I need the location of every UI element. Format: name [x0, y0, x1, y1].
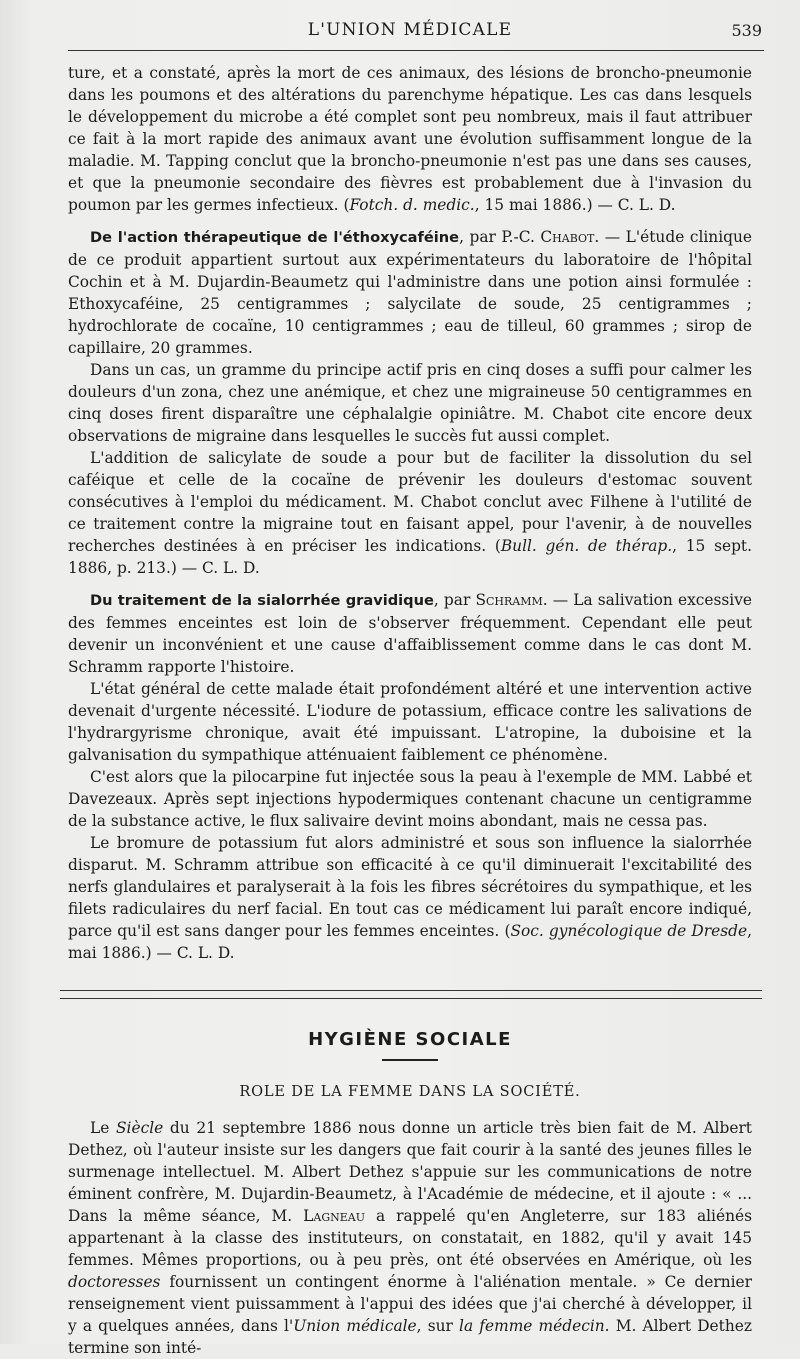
section-divider	[60, 990, 762, 999]
page-number: 539	[731, 21, 762, 40]
paragraph: Le Siècle du 21 septembre 1886 nous donne un article très bien fait de M. Albert Dethez, où l'auteur insiste sur les dangers que fait courir à la santé des jeunes filles le surmenage intellectuel. M. Albert Dethez s'appuie sur les communications de notre éminent confrère, M. Dujardin-Beaumetz, à l'Académie de médecine, et il ajoute : « ... Dans la même séance, M. Lagneau a rappelé qu'en Angleterre, sur 183 aliénés appartenant à la classe des instituteurs, on constatait, en 1882, qu'il y avait 145 femmes. Mêmes proportions, ou à peu près, ont été observées en Amérique, où les doctoresses fournissent un contingent énorme à l'aliénation mentale. » Ce dernier renseignement vient puissamment à l'appui des idées que j'ai cherché à développer, il y a quelques années, dans l'Union médicale, sur la femme médecin. M. Albert Dethez termine son inté-	[68, 1119, 752, 1357]
article-heading: Du traitement de la sialorrhée gravidique	[90, 592, 434, 609]
section-title: HYGIÈNE SOCIALE	[308, 1029, 512, 1050]
paragraph: L'état général de cette malade était profondément altéré et une intervention active devenait d'urgente nécessité. L'iodure de potassium, efficace contre les salivations de l'hydrargyrisme chronique, avait été impuissant. L'atropine, la duboisine et la galvanisation du sympathique atténuaient faiblement ce phénomène.	[68, 680, 752, 764]
paragraph: Dans un cas, un gramme du principe actif pris en cinq doses a suffi pour calmer les douleurs d'un zona, chez une anémique, et chez une migraineuse 50 centigrammes en cinq doses firent disparaître une céphalalgie opiniâtre. M. Chabot cite encore deux observations de migraine dans lesquelles le succès fut aussi complet.	[68, 361, 752, 445]
article-sialorrhee: Du traitement de la sialorrhée gravidique, par Schramm. — La salivation excessive des femmes enceintes est loin de s'observer fréquemment. Cependant elle peut devenir un inconvénient et une cause d'affaiblissement comme dans le cas dont M. Schramm rapporte l'histoire.	[68, 591, 752, 676]
article-heading: De l'action thérapeutique de l'éthoxycaféine	[90, 229, 460, 246]
author-name: Lagneau	[303, 1207, 365, 1225]
paragraph: C'est alors que la pilocarpine fut injectée sous la peau à l'exemple de MM. Labbé et Davezeaux. Après sept injections hypodermiques contenant chacune un centigramme de la substance active, le flux salivaire devint moins abondant, mais ne cessa pas.	[68, 768, 752, 830]
journal-title: L'UNION MÉDICALE	[307, 20, 513, 40]
article-body	[68, 62, 752, 1359]
paragraph-continuation: ture, et a constaté, après la mort de ces animaux, des lésions de broncho-pneumonie dans les poumons et des altérations du parenchyme hépatique. Les cas dans lesquels le développement du microbe a été complet sont peu nombreux, mais il faut attribuer ce fait à la mort rapide des animaux avant une évolution suffisamment longue de la maladie. M. Tapping conclut que la broncho-pneumonie n'est pas une dans ses causes, et que la pneumonie secondaire des fièvres est probablement due à l'invasion du poumon par les germes infectieux. (Fotch. d. medic., 15 mai 1886.) — C. L. D.	[68, 64, 752, 214]
newspaper-name: Siècle	[116, 1119, 164, 1137]
citation: Fotch. d. medic.	[349, 196, 475, 214]
author-name: Chabot	[540, 228, 595, 246]
header-rule	[68, 50, 764, 51]
paragraph: Le bromure de potassium fut alors administré et sous son influence la sialorrhée disparut. M. Schramm attribue son efficacité à ce qu'il diminuerait l'excitabilité des nerfs glandulaires et paralyserait à la fois les fibres sécrétoires du sympathique, et les filets radiculaires du nerf facial. En tout cas ce médicament lui paraît encore indiqué, parce qu'il est sans danger pour les femmes enceintes. (Soc. gynécologique de Dresde, mai 1886.) — C. L. D.	[68, 834, 752, 962]
running-head	[68, 0, 762, 62]
article-ethoxycafeine: De l'action thérapeutique de l'éthoxycaféine, par P.-C. Chabot. — L'étude clinique de ce produit appartient surtout aux expérimentateurs du laboratoire de l'hôpital Cochin et à M. Dujardin-Beaumetz qui l'administre dans une potion ainsi formulée : Ethoxycaféine, 25 centigrammes ; salycilate de soude, 25 centigrammes ; hydrochlorate de cocaïne, 10 centigrammes ; eau de tilleul, 60 grammes ; sirop de capillaire, 20 grammes.	[68, 228, 752, 357]
section-subtitle: ROLE DE LA FEMME DANS LA SOCIÉTÉ.	[239, 1083, 581, 1100]
title-underline	[382, 1059, 438, 1061]
paragraph: L'addition de salicylate de soude a pour but de faciliter la dissolution du sel caféique et celle de la cocaïne de prévenir les douleurs d'estomac souvent consécutives à l'emploi du médicament. M. Chabot conclut avec Filhene à l'utilité de ce traitement contre la migraine tout en faisant appel, pour l'avenir, à de nouvelles recherches destinées à en préciser les indications. (Bull. gén. de thérap., 15 sept. 1886, p. 213.) — C. L. D.	[68, 449, 752, 577]
journal-reference: Union médicale	[293, 1317, 417, 1335]
citation: Soc. gynécologique de Dresde	[510, 922, 748, 940]
author-name: Schramm	[475, 591, 543, 609]
citation: Bull. gén. de thérap.	[500, 537, 673, 555]
